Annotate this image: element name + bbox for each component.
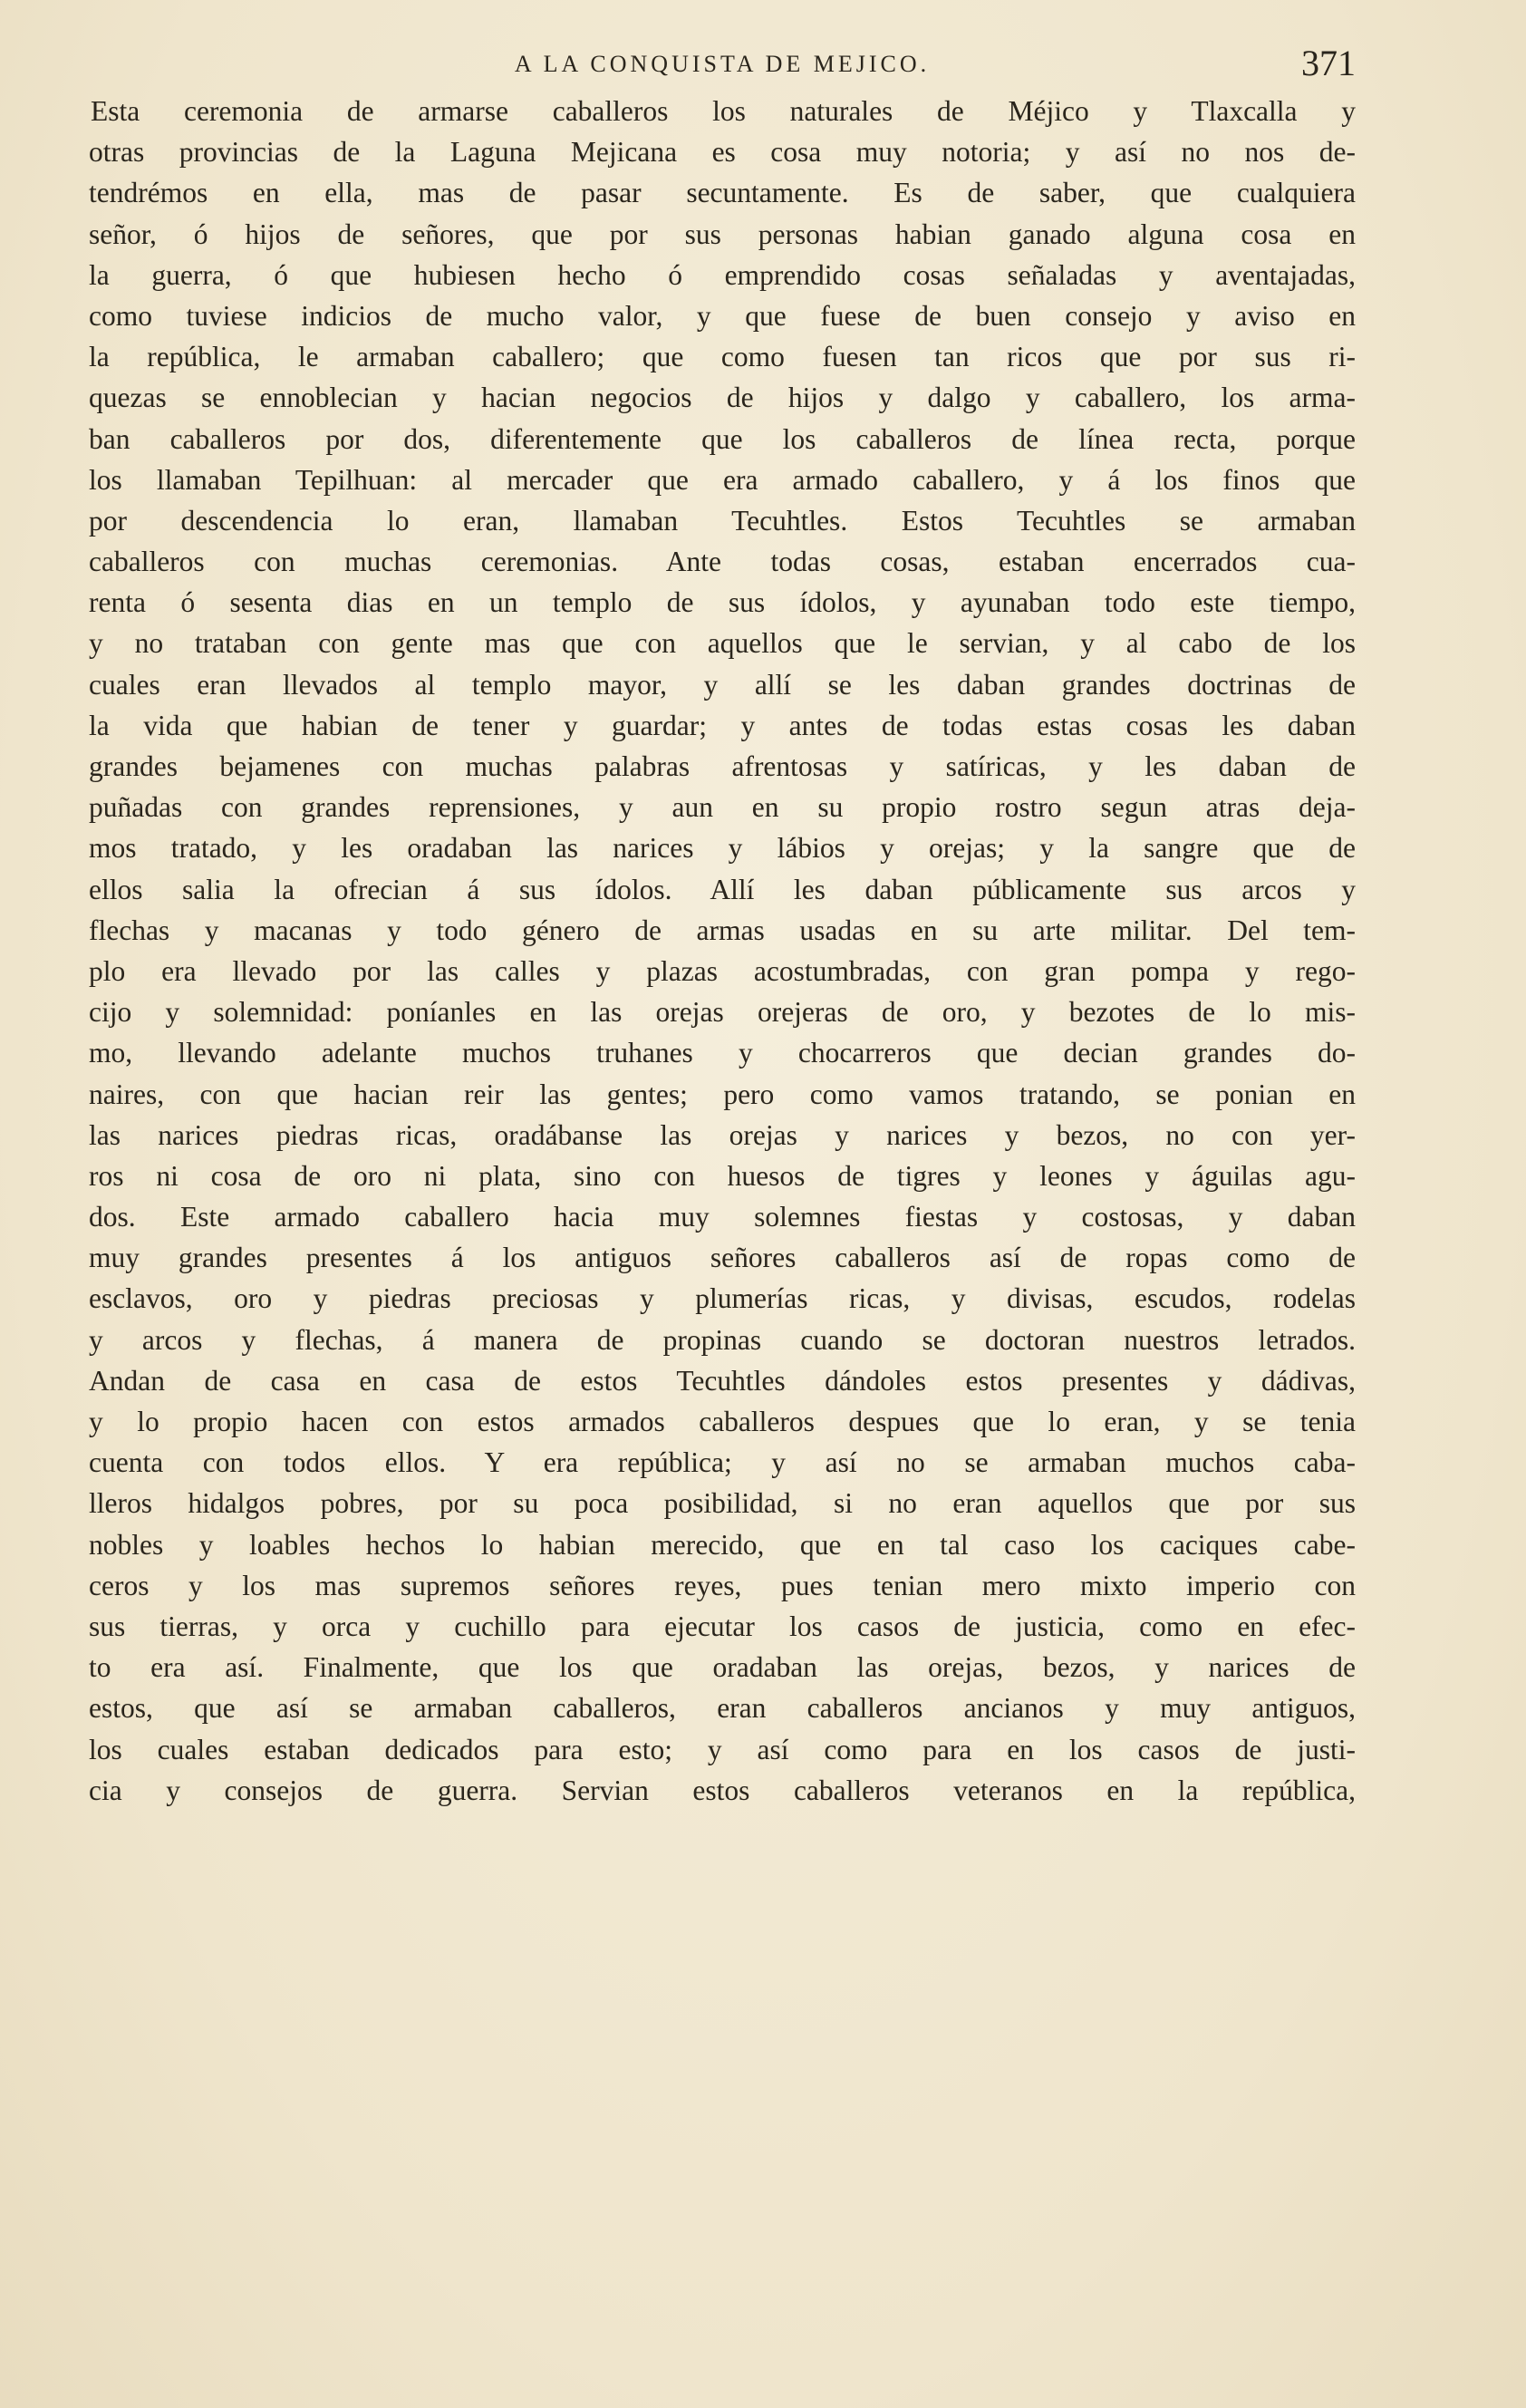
- text-line: y no trataban con gente mas que con aquellos que le servian, y al cabo de los: [89, 627, 1356, 660]
- text-line: plo era llevado por las calles y plazas acostumbradas, con gran pompa y rego-: [89, 954, 1356, 987]
- running-head: [89, 42, 1356, 87]
- page-number: 371: [1301, 43, 1356, 83]
- text-line: Andan de casa en casa de estos Tecuhtles dándoles estos presentes y dádivas,: [89, 1364, 1356, 1397]
- text-line: naires, con que hacian reir las gentes; pero como vamos tratando, se ponian en: [89, 1078, 1356, 1110]
- text-line: flechas y macanas y todo género de armas usadas en su arte militar. Del tem-: [89, 914, 1356, 946]
- text-line: ellos salia la ofrecian á sus ídolos. Allí les daban públicamente sus arcos y: [89, 873, 1356, 905]
- text-line: la república, le armaban caballero; que como fuesen tan ricos que por sus ri-: [89, 341, 1356, 373]
- text-line: quezas se ennoblecian y hacian negocios de hijos y dalgo y caballero, los arma-: [89, 382, 1356, 414]
- text-line: estos, que así se armaban caballeros, eran caballeros ancianos y muy antiguos,: [89, 1692, 1356, 1725]
- text-line: la vida que habian de tener y guardar; y antes de todas estas cosas les daban: [89, 709, 1356, 741]
- text-line: los cuales estaban dedicados para esto; y así como para en los casos de justi-: [89, 1733, 1356, 1765]
- text-line: y arcos y flechas, á manera de propinas cuando se doctoran nuestros letrados.: [89, 1323, 1356, 1356]
- text-line: las narices piedras ricas, oradábanse las orejas y narices y bezos, no con yer-: [89, 1118, 1356, 1151]
- text-line: la guerra, ó que hubiesen hecho ó emprendido cosas señaladas y aventajadas,: [89, 258, 1356, 291]
- text-line: esclavos, oro y piedras preciosas y plumerías ricas, y divisas, escudos, rodelas: [89, 1282, 1356, 1315]
- text-line: dos. Este armado caballero hacia muy solemnes fiestas y costosas, y daban: [89, 1201, 1356, 1233]
- text-line: renta ó sesenta dias en un templo de sus ídolos, y ayunaban todo este tiempo,: [89, 586, 1356, 619]
- text-line: grandes bejamenes con muchas palabras afrentosas y satíricas, y les daban de: [89, 750, 1356, 782]
- text-line: sus tierras, y orca y cuchillo para ejecutar los casos de justicia, como en efec-: [89, 1610, 1356, 1642]
- running-title: A LA CONQUISTA DE MEJICO.: [514, 51, 931, 77]
- text-line: otras provincias de la Laguna Mejicana es cosa muy notoria; y así no nos de-: [89, 136, 1356, 169]
- text-line: mos tratado, y les oradaban las narices y lábios y orejas; y la sangre que de: [89, 832, 1356, 865]
- text-line: nobles y loables hechos lo habian merecido, que en tal caso los caciques cabe-: [89, 1528, 1356, 1561]
- text-line: lleros hidalgos pobres, por su poca posibilidad, si no eran aquellos que por sus: [89, 1487, 1356, 1520]
- text-line: mo, llevando adelante muchos truhanes y chocarreros que decian grandes do-: [89, 1037, 1356, 1069]
- text-line: to era así. Finalmente, que los que oradaban las orejas, bezos, y narices de: [89, 1651, 1356, 1684]
- text-line: cuales eran llevados al templo mayor, y allí se les daban grandes doctrinas de: [89, 668, 1356, 701]
- text-line: como tuviese indicios de mucho valor, y que fuese de buen consejo y aviso en: [89, 299, 1356, 332]
- text-line: cuenta con todos ellos. Y era república; y así no se armaban muchos caba-: [89, 1446, 1356, 1479]
- text-line: señor, ó hijos de señores, que por sus personas habian ganado alguna cosa en: [89, 218, 1356, 250]
- text-line: los llamaban Tepilhuan: al mercader que era armado caballero, y á los finos que: [89, 463, 1356, 496]
- text-line: tendrémos en ella, mas de pasar secuntamente. Es de saber, que cualquiera: [89, 177, 1356, 209]
- text-line: muy grandes presentes á los antiguos señores caballeros así de ropas como de: [89, 1242, 1356, 1274]
- text-line: ban caballeros por dos, diferentemente que los caballeros de línea recta, porque: [89, 422, 1356, 455]
- body-text: [89, 91, 1356, 1811]
- text-line: ceros y los mas supremos señores reyes, pues tenian mero mixto imperio con: [89, 1569, 1356, 1601]
- text-line: puñadas con grandes reprensiones, y aun en su propio rostro segun atras deja-: [89, 791, 1356, 824]
- text-line: y lo propio hacen con estos armados caballeros despues que lo eran, y se tenia: [89, 1406, 1356, 1437]
- text-line: por descendencia lo eran, llamaban Tecuhtles. Estos Tecuhtles se armaban: [89, 504, 1356, 537]
- text-line: cijo y solemnidad: poníanles en las orejas orejeras de oro, y bezotes de lo mis-: [89, 996, 1356, 1029]
- text-line: caballeros con muchas ceremonias. Ante todas cosas, estaban encerrados cua-: [89, 546, 1356, 578]
- text-line: cia y consejos de guerra. Servian estos caballeros veteranos en la república,: [89, 1774, 1356, 1806]
- text-line: ros ni cosa de oro ni plata, sino con huesos de tigres y leones y águilas agu-: [89, 1159, 1356, 1192]
- text-line: Esta ceremonia de armarse caballeros los naturales de Méjico y Tlaxcalla y: [91, 95, 1356, 127]
